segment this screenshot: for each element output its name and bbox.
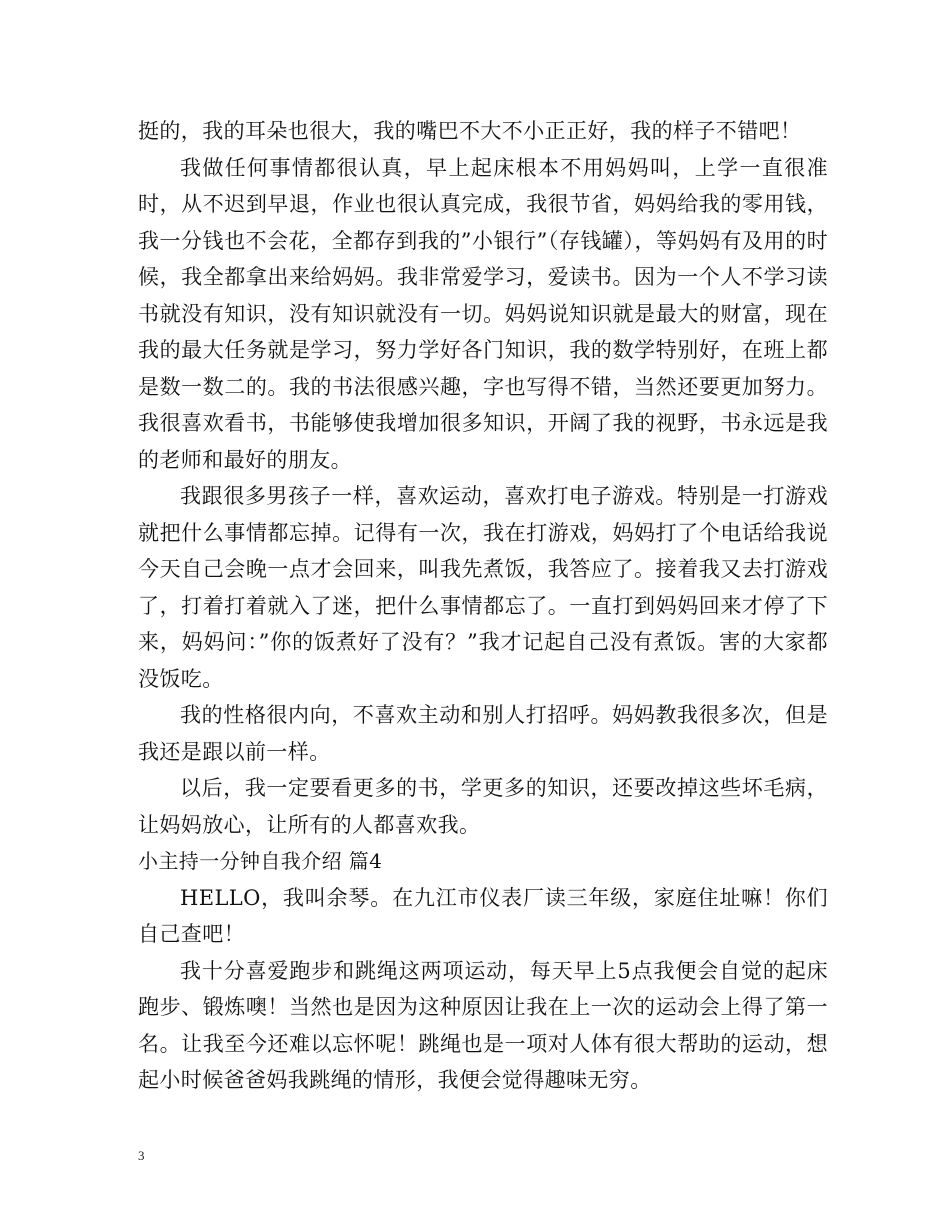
paragraph: 我的性格很内向，不喜欢主动和别人打招呼。妈妈教我很多次，但是我还是跟以前一样。 bbox=[138, 703, 828, 764]
paragraph-continuation: 挺的，我的耳朵也很大，我的嘴巴不大不小正正好，我的样子不错吧！ bbox=[138, 119, 802, 143]
paragraph: 我跟很多男孩子一样，喜欢运动，喜欢打电子游戏。特别是一打游戏就把什么事情都忘掉。记得有一次，我在打游戏，妈妈打了个电话给我说今天自己会晚一点才会回来，叫我先煮饭，我答应了。接着我又去打游戏了，打着打着就入了迷，把什么事情都忘了。一直打到妈妈回来才停了下来，妈妈问：”你的饭煮好了没有？”我才记起自己没有煮饭。害的大家都没饭吃。 bbox=[138, 484, 828, 691]
page-number: 3 bbox=[138, 1148, 145, 1163]
section-heading: 小主持一分钟自我介绍 篇4 bbox=[138, 849, 383, 873]
paragraph: 我十分喜爱跑步和跳绳这两项运动，每天早上5点我便会自觉的起床跑步、锻炼噢！当然也是因为这种原因让我在上一次的运动会上得了第一名。让我至今还难以忘怀呢！跳绳也是一项对人体有很大帮助的运动，想起小时候爸爸妈我跳绳的情形，我便会觉得趣味无穷。 bbox=[138, 958, 828, 1092]
document-body bbox=[138, 113, 828, 1099]
paragraph: HELLO，我叫余琴。在九江市仪表厂读三年级，家庭住址嘛！你们自己查吧！ bbox=[138, 885, 828, 946]
paragraph: 我做任何事情都很认真，早上起床根本不用妈妈叫，上学一直很准时，从不迟到早退，作业也很认真完成，我很节省，妈妈给我的零用钱，我一分钱也不会花，全都存到我的”小银行”（存钱罐），等妈妈有及用的时候，我全都拿出来给妈妈。我非常爱学习，爱读书。因为一个人不学习读书就没有知识，没有知识就没有一切。妈妈说知识就是最大的财富，现在我的最大任务就是学习，努力学好各门知识，我的数学特别好，在班上都是数一数二的。我的书法很感兴趣，字也写得不错，当然还要更加努力。我很喜欢看书，书能够使我增加很多知识，开阔了我的视野，书永远是我的老师和最好的朋友。 bbox=[138, 155, 828, 472]
paragraph: 以后，我一定要看更多的书，学更多的知识，还要改掉这些坏毛病，让妈妈放心，让所有的人都喜欢我。 bbox=[138, 776, 828, 837]
